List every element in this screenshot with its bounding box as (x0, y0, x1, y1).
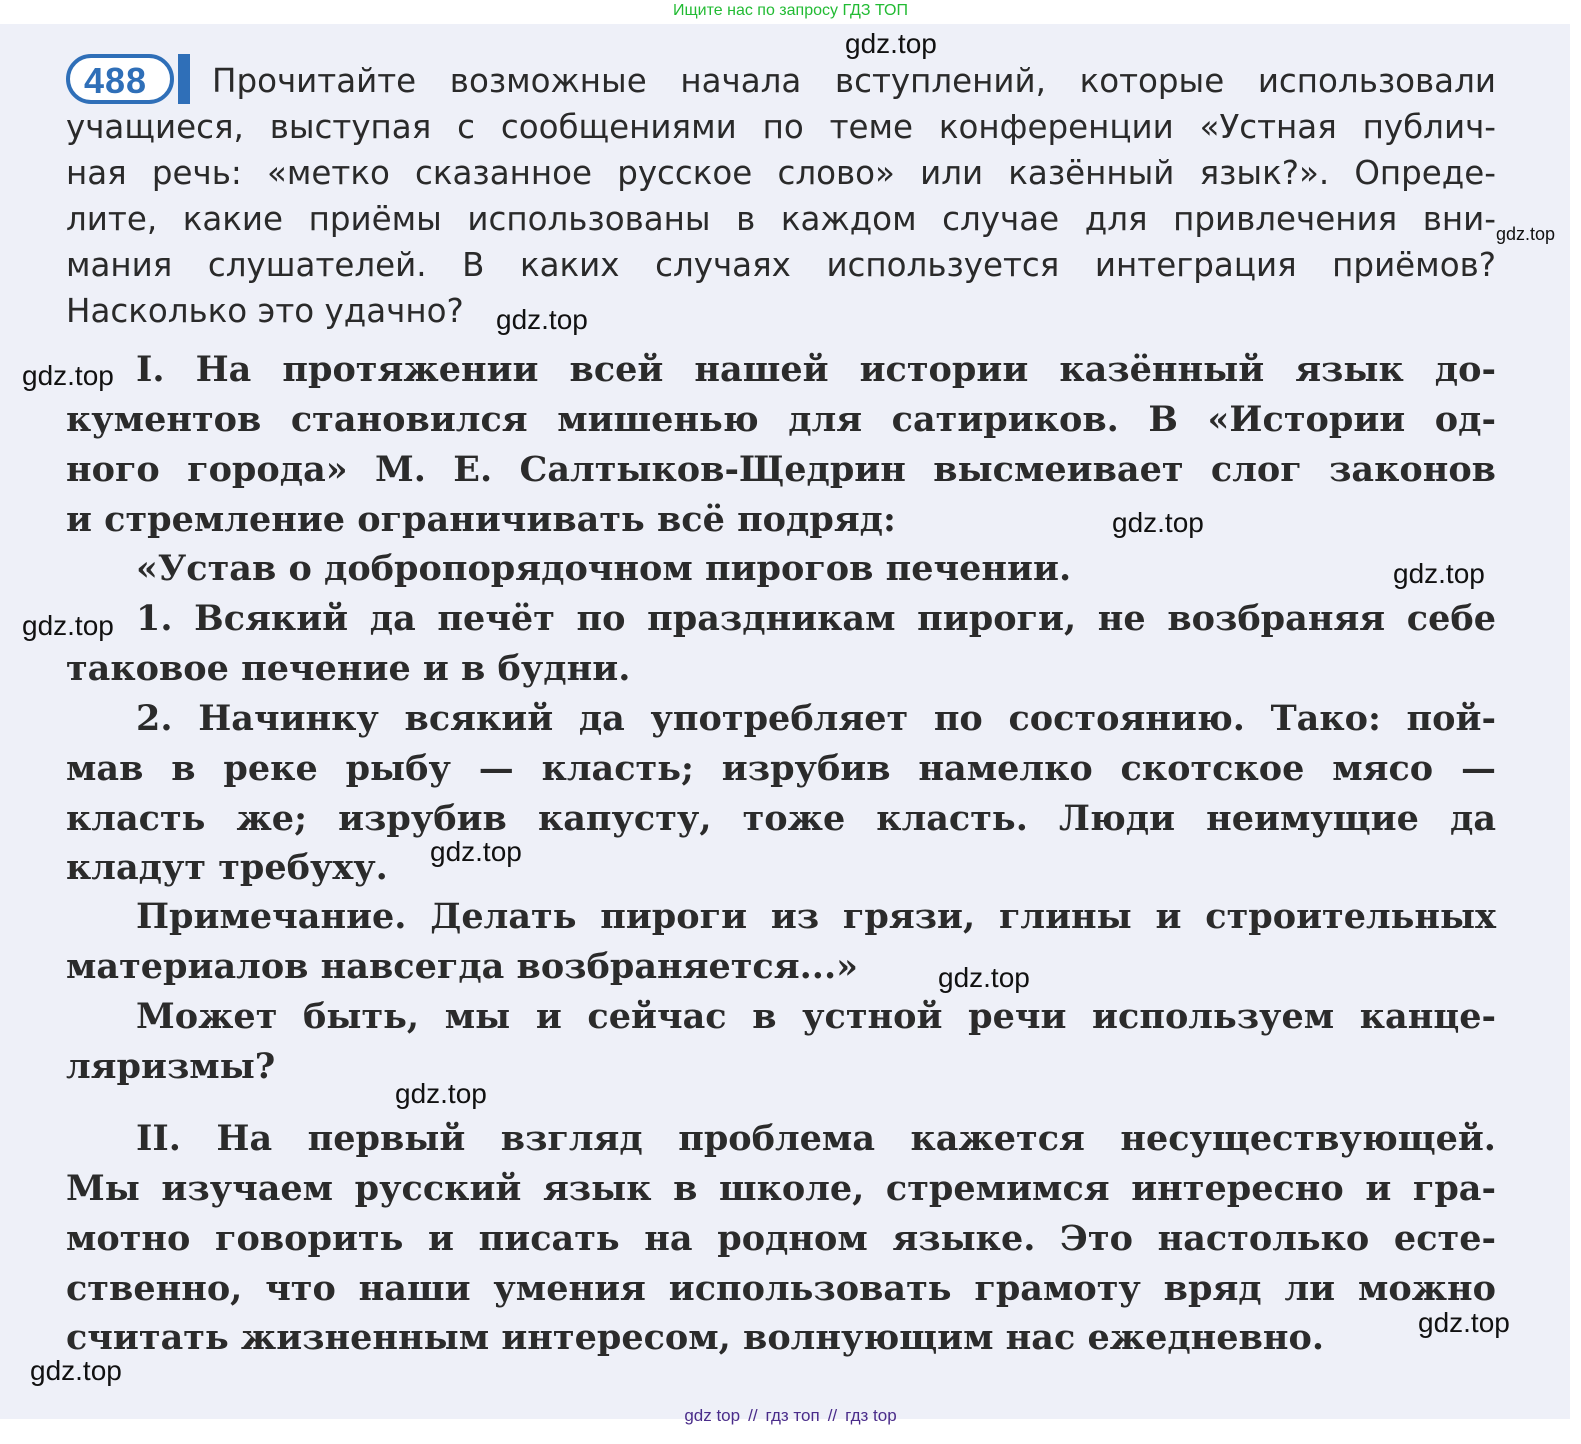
badge-bar (178, 54, 190, 104)
watermark: gdz.top (1393, 558, 1485, 589)
paragraph-line: мотно говорить и писать на родном языке. Это настолько есте- (66, 1218, 1496, 1259)
watermark: gdz.top (1496, 224, 1556, 244)
watermark: gdz.top (22, 360, 114, 391)
paragraph-line: мав в реке рыбу — класть; изрубив намелко скотское мясо — (66, 748, 1496, 789)
paragraph-line: и стремление ограничивать всё подряд: (66, 499, 896, 540)
paragraph-line: ственно, что наши умения использовать грамоту вряд ли можно (66, 1268, 1496, 1309)
paragraph-line: кументов становился мишенью для сатириков. В «Истории од- (66, 399, 1496, 440)
paragraph-line: I. На протяжении всей нашей истории казённый язык до- (136, 349, 1496, 390)
footer-separator: // (827, 1406, 838, 1425)
watermark: gdz.top (1112, 507, 1204, 538)
task-number: 488 (84, 60, 148, 101)
footer-link[interactable]: гдз топ (765, 1406, 820, 1425)
watermark: gdz.top (1418, 1307, 1510, 1338)
paragraph-line: Может быть, мы и сейчас в устной речи используем канце- (136, 996, 1496, 1037)
watermark: gdz.top (395, 1078, 487, 1109)
paragraph-line: Примечание. Делать пироги из грязи, глины и строительных (136, 896, 1496, 937)
task-text-line: учащиеся, выступая с сообщениями по теме конференции «Устная публич- (66, 108, 1496, 146)
paragraph-line: 2. Начинку всякий да употребляет по состоянию. Тако: пой- (136, 698, 1496, 739)
textbook-page (0, 24, 1570, 1419)
footer-link[interactable]: гдз top (845, 1406, 897, 1425)
paragraph-line: ного города» М. Е. Салтыков-Щедрин высмеивает слог законов (66, 449, 1496, 490)
search-banner: Ищите нас по запросу ГДЗ ТОП (673, 2, 908, 19)
task-text-line: мания слушателей. В каких случаях используется интеграция приёмов? (66, 246, 1496, 284)
footer-separator: // (748, 1406, 758, 1425)
task-text-line: ная речь: «метко сказанное русское слово» или казённый язык?». Опреде- (66, 154, 1496, 192)
paragraph-line: «Устав о добропорядочном пирогов печении. (136, 548, 1072, 589)
watermark: gdz.top (845, 28, 937, 59)
paragraph-line: таковое печение и в будни. (66, 648, 631, 689)
watermark: gdz.top (496, 304, 588, 335)
paragraph-line: 1. Всякий да печёт по праздникам пироги, не возбраняя себе (136, 598, 1496, 639)
footer-links (0, 1406, 1581, 1426)
footer-link[interactable]: gdz top (684, 1406, 741, 1425)
watermark: gdz.top (30, 1355, 122, 1386)
task-text-line: Насколько это удачно? (66, 292, 464, 330)
paragraph-line: кладут требуху. (66, 847, 388, 888)
paragraph-line: ляризмы? (66, 1046, 276, 1087)
paragraph-line: материалов навсегда возбраняется...» (66, 946, 859, 987)
task-number-badge (66, 54, 174, 104)
paragraph-line: класть же; изрубив капусту, тоже класть. Люди неимущие да (66, 798, 1496, 839)
watermark: gdz.top (22, 610, 114, 641)
paragraph-line: Мы изучаем русский язык в школе, стремимся интересно и гра- (66, 1168, 1496, 1209)
watermark: gdz.top (938, 962, 1030, 993)
watermark: gdz.top (430, 836, 522, 867)
task-text-line: лите, какие приёмы использованы в каждом случае для привлечения вни- (66, 200, 1496, 238)
paragraph-line: II. На первый взгляд проблема кажется несуществующей. (136, 1118, 1496, 1159)
task-text-line: Прочитайте возможные начала вступлений, которые использовали (212, 62, 1496, 100)
paragraph-line: считать жизненным интересом, волнующим нас ежедневно. (66, 1317, 1325, 1358)
